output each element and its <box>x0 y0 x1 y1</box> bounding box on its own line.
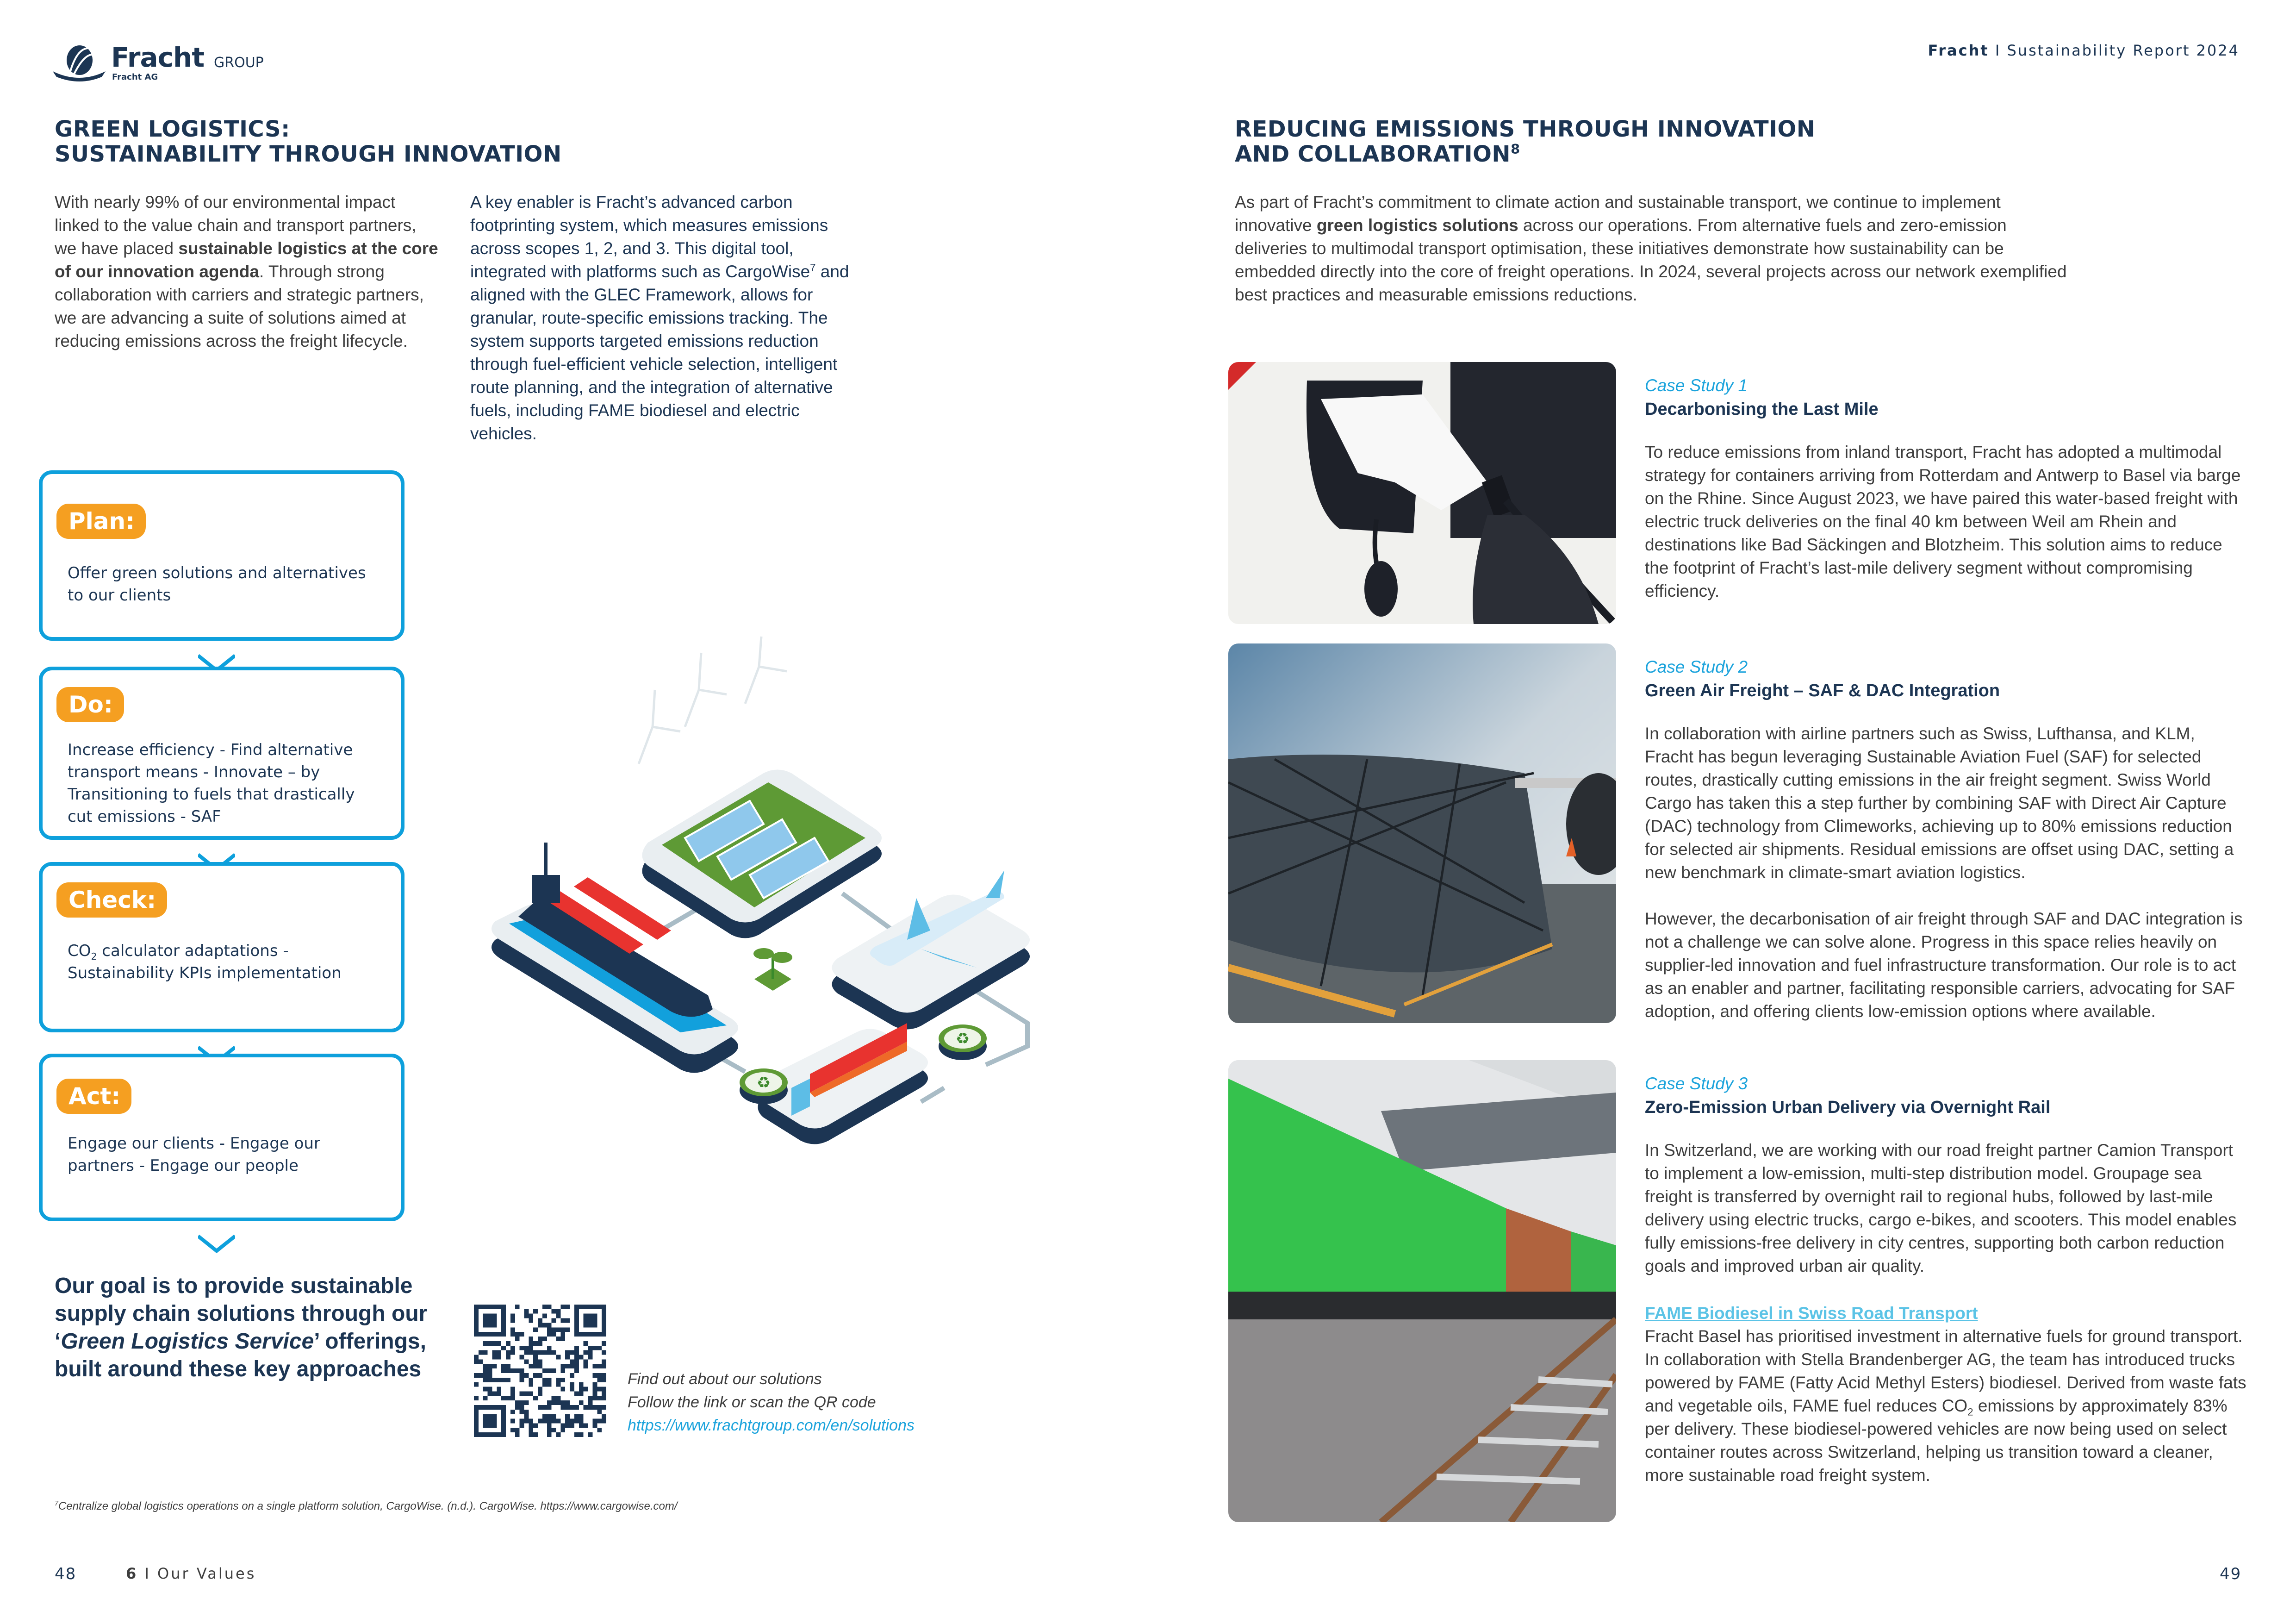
pdca-box-plan <box>39 470 404 641</box>
svg-text:♻: ♻ <box>756 1074 771 1092</box>
qr-code[interactable] <box>474 1305 606 1437</box>
footnote-ref-7[interactable]: 7 <box>810 262 816 274</box>
case-study-3-title: Zero-Emission Urban Delivery via Overnight Rail <box>1645 1098 2051 1117</box>
goal-text-2: ’ offerings, built around these key approaches <box>55 1329 426 1381</box>
intro-col2-text: A key enabler is Fracht’s advanced carbon footprinting system, which measures emissions across scopes 1, 2, and 3. This digital tool, integrated with platforms such as CargoWise <box>470 193 828 281</box>
goal-text: Our goal is to provide sustainable supply chain solutions through our ‘ <box>55 1274 428 1354</box>
intro-col1-text-2: . Through strong collaboration with carriers and strategic partners, we are advancing a suite of solutions aimed at reducing emissions across the freight lifecycle. <box>55 262 424 350</box>
ev-charging-photo <box>1228 362 1616 624</box>
pdca-text-do: Increase efficiency - Find alternative transport means - Innovate – by Transitioning to fuels that drastically cut emissions - SAF <box>68 741 355 826</box>
pdca-text-plan: Offer green solutions and alternatives to our clients <box>68 564 366 605</box>
header-separator: I <box>1995 42 2001 59</box>
qr-caption-line-2: Follow the link or scan the QR code <box>628 1393 876 1411</box>
co2-subscript: 2 <box>91 950 97 962</box>
logo-subline: Fracht AG <box>112 72 158 82</box>
pdca-box-check <box>39 862 404 1032</box>
case-study-1 <box>1645 374 2246 603</box>
case-study-2-body-2: However, the decarbonisation of air freight through SAF and DAC integration is not a challenge we can solve alone. Progress in this space relies heavily on supplier-led innovation and fuel infrastructure transformation. Our role is to act as an enabler and partner, facilitating responsible carriers, advocating for SAF adoption, and offering clients low-emission options where available. <box>1645 909 2243 1021</box>
solutions-link[interactable]: https://www.frachtgroup.com/en/solutions <box>628 1417 915 1434</box>
recycle-node-icon <box>939 1024 987 1060</box>
case-study-1-kicker: Case Study 1 <box>1645 376 1748 395</box>
right-intro <box>1235 191 2077 306</box>
green-logistics-illustration <box>477 634 1041 1153</box>
pdca-label-plan: Plan: <box>56 504 146 539</box>
header-brand: Fracht <box>1928 42 1989 59</box>
logo-wordmark: Fracht <box>111 42 205 73</box>
footnote-text: Centralize global logistics operations on a single platform solution, CargoWise. (n.d.). CargoWise. https://www.cargowise.com/ <box>58 1500 678 1512</box>
footnote-number: 7 <box>55 1500 59 1507</box>
page-number-left: 48 <box>55 1565 77 1583</box>
right-title-line-2-text: AND COLLABORATION <box>1235 141 1511 167</box>
air-cargo-photo <box>1228 643 1616 1023</box>
fracht-globe-icon <box>51 44 106 81</box>
fracht-group-logo <box>51 43 273 84</box>
section-separator: I <box>144 1565 151 1582</box>
co2-subscript: 2 <box>1967 1406 1973 1418</box>
recycle-node-icon <box>740 1068 788 1104</box>
right-intro-text-2: across our operations. From alternative fuels and zero-emission deliveries to multimodal transport optimisation, these initiatives demonstrate how sustainability can be embedded directly into the core of freight operations. In 2024, several projects across our network exemplified best practices and measurable emissions reductions. <box>1235 216 2067 304</box>
goal-statement <box>55 1272 434 1383</box>
intro-col2-text-2: and aligned with the GLEC Framework, allows for granular, route-specific emissions tracking. The system supports targeted emissions reduction through fuel-efficient vehicle selection, intelligent route planning, and the integration of alternative fuels, including FAME biodiesel and electric vehicles. <box>470 262 849 443</box>
section-label <box>126 1565 256 1582</box>
pdca-label-act: Act: <box>56 1079 131 1114</box>
case-study-2 <box>1645 656 2246 1023</box>
pdca-box-act <box>39 1054 404 1221</box>
right-page-title <box>1235 117 1816 167</box>
footnote-ref-8[interactable]: 8 <box>1511 141 1520 157</box>
pdca-text-check <box>68 940 382 984</box>
check-text-rest: calculator adaptations - Sustainability KPIs implementation <box>68 942 342 982</box>
case-study-3-kicker: Case Study 3 <box>1645 1074 1748 1093</box>
pdca-box-do <box>39 667 404 840</box>
footnote-7 <box>55 1500 678 1513</box>
case-study-2-kicker: Case Study 2 <box>1645 657 1748 676</box>
section-number: 6 <box>126 1565 138 1582</box>
right-intro-bold: green logistics solutions <box>1316 216 1518 235</box>
right-title-line-1: REDUCING EMISSIONS THROUGH INNOVATION <box>1235 116 1816 142</box>
fame-biodiesel-link[interactable]: FAME Biodiesel in Swiss Road Transport <box>1645 1304 1978 1323</box>
intro-col1-bold: sustainable logistics at the core of our innovation agenda <box>55 239 438 281</box>
page-number-right: 49 <box>2220 1565 2242 1583</box>
fame-text-2: emissions by approximately 83% per delivery. These biodiesel-powered vehicles are now being used on select container routes across Switzerland, helping us transition toward a cleaner, more sustainable road freight system. <box>1645 1396 2228 1485</box>
section-name: Our Values <box>157 1565 256 1582</box>
pdca-label-check: Check: <box>56 882 167 918</box>
pdca-label-do: Do: <box>56 687 124 722</box>
header-report-title: Sustainability Report 2024 <box>2007 42 2240 59</box>
sprout-icon <box>753 948 792 991</box>
case-study-2-body-1: In collaboration with airline partners such as Swiss, Lufthansa, and KLM, Fracht has begun leveraging Sustainable Aviation Fuel (SAF) for selected routes, drastically cutting emissions in the air freight segment. Swiss World Cargo has taken this a step further by combining SAF with Direct Air Capture (DAC) technology from Climeworks, achieving up to 80% emissions reduction for selected air shipments. Residual emissions are offset using DAC, setting a new benchmark in climate-smart aviation logistics. <box>1645 724 2234 882</box>
qr-caption-line-1: Find out about our solutions <box>628 1370 822 1388</box>
intro-column-1 <box>55 191 439 353</box>
case-study-3 <box>1645 1072 2246 1278</box>
case-study-1-body: To reduce emissions from inland transport, Fracht has adopted a multimodal strategy for containers arriving from Rotterdam and Antwerp to Basel via barge on the Rhine. Since August 2023, we have paired this water-based freight with electric truck deliveries on the final 40 km between Weil am Rhein and destinations like Bad Säckingen and Blotzheim. This solution aims to reduce the footprint of Fracht’s last-mile delivery segment without compromising efficiency. <box>1645 443 2241 600</box>
fame-text: Fracht Basel has prioritised investment in alternative fuels for ground transport. In collaboration with Stella Brandenberger AG, the team has introduced trucks powered by FAME (Fatty Acid Methyl Esters) biodiesel. Derived from waste fats and vegetable oils, FAME fuel reduces CO <box>1645 1327 2246 1415</box>
fame-body <box>1645 1325 2246 1487</box>
case-study-1-title: Decarbonising the Last Mile <box>1645 400 1879 419</box>
case-study-2-title: Green Air Freight – SAF & DAC Integration <box>1645 681 2000 700</box>
intro-col1-text: With nearly 99% of our environmental impact linked to the value chain and transport partners, we have placed <box>55 193 417 258</box>
qr-caption <box>628 1368 915 1437</box>
case-study-3-body: In Switzerland, we are working with our road freight partner Camion Transport to implement a low-emission, multi-step distribution model. Groupage sea freight is transferred by overnight rail to regional hubs, followed by last-mile delivery using electric trucks, cargo e-bikes, and scooters. This model enables fully emissions-free delivery in city centres, supporting both carbon reduction goals and improved urban air quality. <box>1645 1141 2237 1275</box>
svg-text:♻: ♻ <box>955 1030 970 1048</box>
report-header <box>1928 42 2240 59</box>
goal-service-name: Green Logistics Service <box>61 1329 314 1354</box>
left-title-line-2: SUSTAINABILITY THROUGH INNOVATION <box>55 141 562 167</box>
rail-freight-photo <box>1228 1060 1616 1522</box>
co2-text: CO <box>68 942 91 960</box>
intro-column-2 <box>470 191 864 445</box>
right-title-line-2 <box>1235 142 1816 167</box>
left-title-line-1: GREEN LOGISTICS: <box>55 116 290 142</box>
right-intro-text: As part of Fracht’s commitment to climate action and sustainable transport, we continue to implement innovative <box>1235 193 2001 235</box>
left-page-title <box>55 117 562 167</box>
fame-section <box>1645 1302 2246 1487</box>
logo-group-label: GROUP <box>214 55 264 71</box>
pdca-text-act: Engage our clients - Engage our partners - Engage our people <box>68 1134 320 1175</box>
